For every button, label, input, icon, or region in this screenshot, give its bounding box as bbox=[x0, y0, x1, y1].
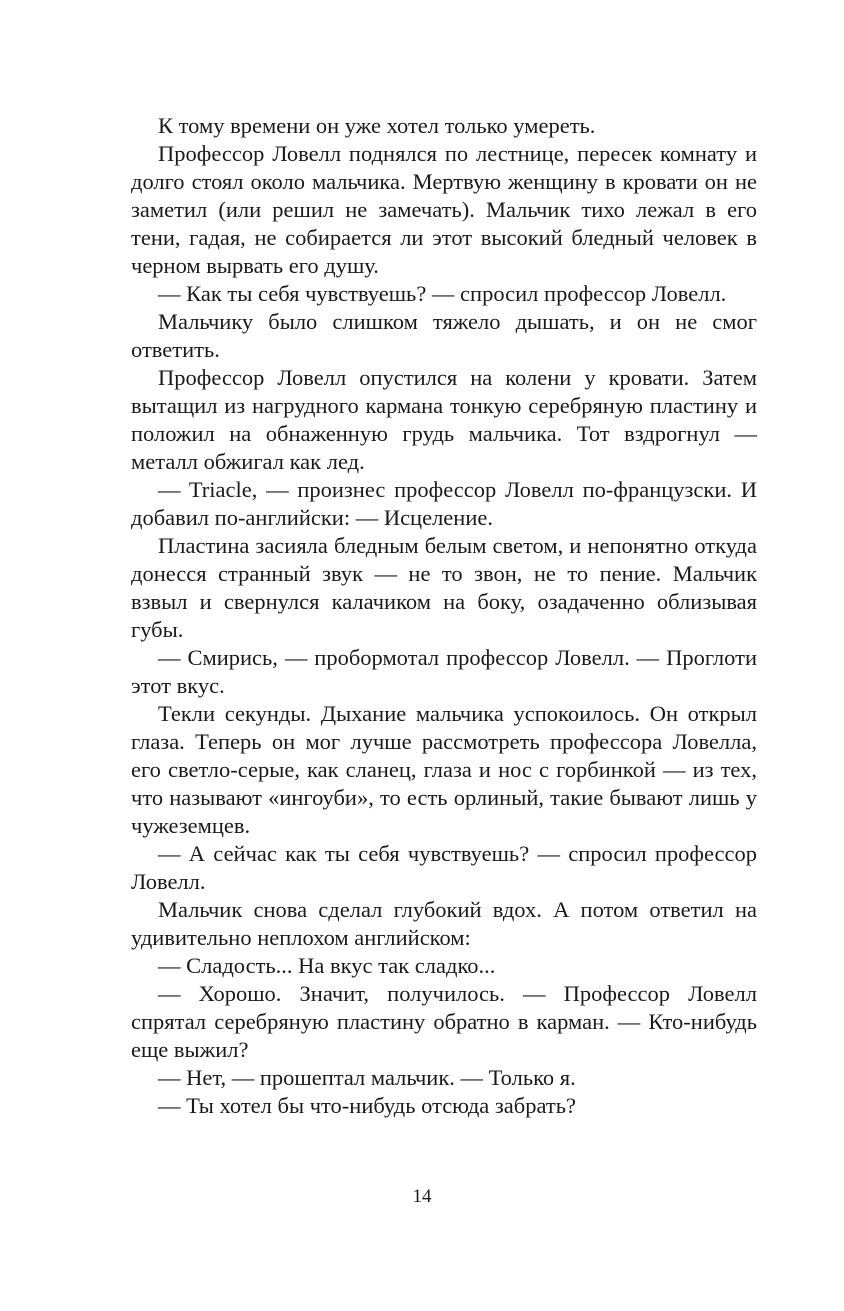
body-text bbox=[131, 112, 757, 1120]
paragraph-4: Мальчику было слишком тяжело дышать, и он не смог ответить. bbox=[131, 309, 757, 362]
paragraph-8: — Смирись, — пробормотал профессор Ловелл. — Проглоти этот вкус. bbox=[131, 645, 757, 698]
paragraph-15: — Ты хотел бы что-нибудь отсюда забрать? bbox=[158, 1093, 576, 1118]
paragraph-2: Профессор Ловелл поднялся по лестнице, пересек комнату и долго стоял около мальчика. Мертвую женщину в кровати он не заметил (или решил не замечать). Мальчик тихо лежал в его тени, гадая, не собирается ли этот высокий бледный человек в черном вырвать его душу. bbox=[131, 141, 757, 278]
page-number: 14 bbox=[412, 1186, 432, 1207]
paragraph-3: — Как ты себя чувствуешь? — спросил профессор Ловелл. bbox=[158, 281, 727, 306]
paragraph-7: Пластина засияла бледным белым светом, и непонятно откуда донесся странный звук — не то звон, не то пение. Мальчик взвыл и свернулся калачиком на боку, озадаченно облизывая губы. bbox=[131, 533, 757, 642]
paragraph-9: Текли секунды. Дыхание мальчика успокоилось. Он открыл глаза. Теперь он мог лучше рассмотреть профессора Ловелла, его светло-серые, как сланец, глаза и нос с горбинкой — из тех, что называют «ингоуби», то есть орлиный, такие бывают лишь у чужеземцев. bbox=[131, 701, 757, 838]
paragraph-5: Профессор Ловелл опустился на колени у кровати. Затем вытащил из нагрудного кармана тонкую серебряную пластину и положил на обнаженную грудь мальчика. Тот вздрогнул — металл обжигал как лед. bbox=[131, 365, 757, 474]
paragraph-14: — Нет, — прошептал мальчик. — Только я. bbox=[158, 1065, 576, 1090]
paragraph-11: Мальчик снова сделал глубокий вдох. А потом ответил на удивительно неплохом английском: bbox=[131, 897, 757, 950]
paragraph-10: — А сейчас как ты себя чувствуешь? — спросил профессор Ловелл. bbox=[131, 841, 757, 894]
paragraph-1: К тому времени он уже хотел только умереть. bbox=[158, 113, 596, 138]
paragraph-6: — Triacle, — произнес профессор Ловелл по-французски. И добавил по-английски: — Исцеление. bbox=[131, 477, 757, 530]
paragraph-13: — Хорошо. Значит, получилось. — Профессор Ловелл спрятал серебряную пластину обратно в карман. — Кто-нибудь еще выжил? bbox=[131, 981, 757, 1062]
paragraph-12: — Сладость... На вкус так сладко... bbox=[158, 953, 496, 978]
